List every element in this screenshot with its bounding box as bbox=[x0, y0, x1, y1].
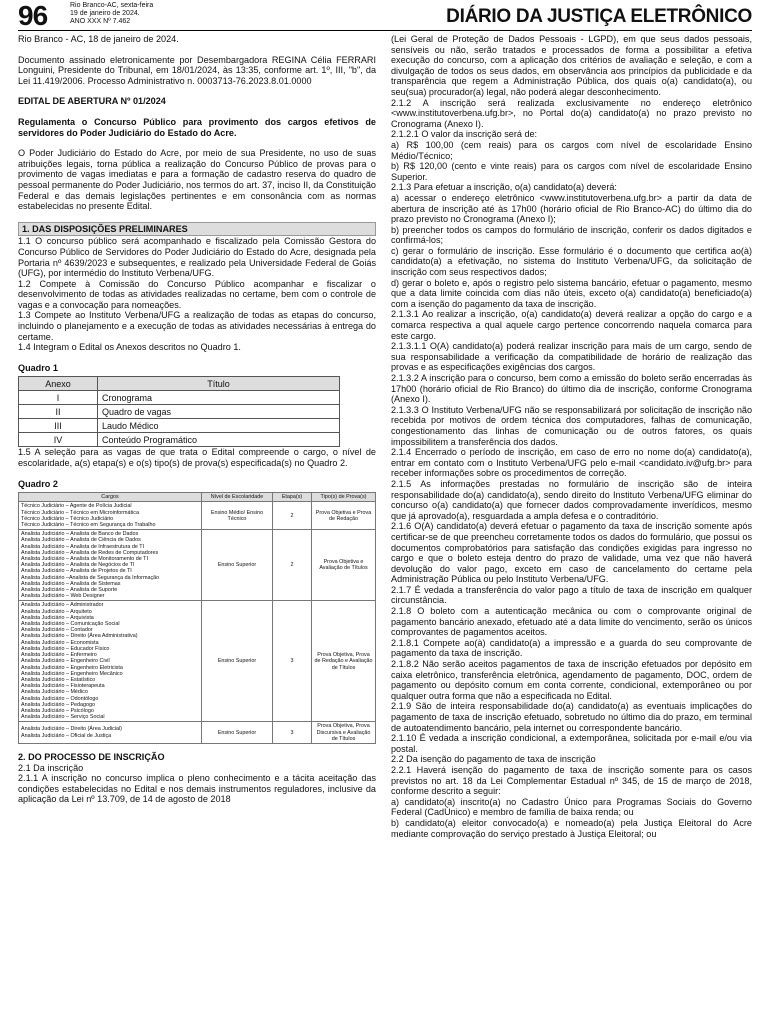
cargo-item: Analista Judiciário – Estatístico bbox=[21, 676, 96, 683]
tipos-cell: Prova Objetiva, Prova Discursiva e Avaliação de Títulos bbox=[312, 722, 376, 744]
issue-meta bbox=[70, 2, 153, 26]
cargo-item: Analista Judiciário – Médico bbox=[21, 689, 88, 696]
cargo-item: Analista Judiciário – Analista de Projetos de TI bbox=[21, 568, 132, 575]
paragraph: 1.3 Compete ao Instituto Verbena/UFG a realização de todas as etapas do concurso, incluindo o planejamento e a execução de todas as atividades necessárias à entrega do certame. bbox=[18, 310, 376, 342]
cargo-item: Analista Judiciário – Analista de Banco de Dados bbox=[21, 531, 139, 538]
paragraph: a) R$ 100,00 (cem reais) para os cargos com nível de escolaridade Ensino Médio/Técnico; bbox=[391, 139, 752, 161]
cargo-item: Analista Judiciário – Enfermeiro bbox=[21, 652, 97, 659]
paragraph: 2.2.1 Haverá isenção do pagamento de taxa de inscrição somente para os casos previstos no art. 18 da Lei Complementar Estadual nº 345, de 15 de março de 2018, conforme descrito a seguir: bbox=[391, 764, 752, 797]
paragraph: 2.1.8 O boleto com a autenticação mecânica ou com o comprovante original de pagamento bancário anexado, efetuado até a data limite do vencimento, serão os únicos comprovantes de pagamentos aceitos. bbox=[391, 606, 752, 638]
paragraph: 1.1 O concurso público será acompanhado e fiscalizado pela Comissão Gestora do Concurso Público de Servidores do Poder Judiciário do Estado do Acre, designada pela Portaria nº 4639/2023 e subsequentes, e realizado pela Universidade Federal de Goiás (UFG), por intermédio do Instituto Verbena/UFG. bbox=[18, 236, 376, 279]
paragraph: a) candidato(a) inscrito(a) no Cadastro Único para Programas Sociais do Governo Federal (CadÚnico) e membro de família de baixa renda; ou bbox=[391, 796, 752, 818]
cargo-item: Analista Judiciário – Economista bbox=[21, 639, 99, 646]
paragraph: 1.4 Integram o Edital os Anexos descritos no Quadro 1. bbox=[18, 342, 241, 353]
cargo-item: Analista Judiciário – Direito (Área Judicial) bbox=[21, 726, 122, 733]
paragraph: 1.2 Compete à Comissão do Concurso Público acompanhar e fiscalizar o desenvolvimento de todas as atividades realizadas no certame, bem com o controle de vagas e a convocação para nomeações. bbox=[18, 278, 376, 310]
cargos-cell bbox=[19, 530, 202, 601]
cargo-item: Técnico Judiciário – Agente de Polícia Judicial bbox=[21, 503, 132, 510]
paragraph: c) gerar o formulário de inscrição. Esse formulário é o documento que certifica ao(à) candidato(a) a efetivação, no sistema do Instituto Verbena/UFG, da solicitação de inscrição com seus respectivos dados; bbox=[391, 245, 752, 278]
paragraph: 2.1.3.3 O Instituto Verbena/UFG não se responsabilizará por solicitação de inscrição não recebida por motivos de ordem técnica dos computadores, falhas de comunicação, congestionamento das linhas de comunicação ou de outros fatores, os quais impossibilitem a transferência dos dados. bbox=[391, 404, 752, 447]
cargos-cell bbox=[19, 722, 202, 744]
table-cell: Conteúdo Programático bbox=[98, 433, 340, 447]
table-row bbox=[19, 433, 340, 447]
paragraph: b) preencher todos os campos do formulário de inscrição, conferir os dados digitados e confirmá-los; bbox=[391, 224, 752, 246]
regulation-title: Regulamenta o Concurso Público para provimento dos cargos efetivos de servidores do Poder Judiciário do Estado do Acre. bbox=[18, 116, 376, 138]
cargo-item: Analista Judiciário – Analista de Sistemas bbox=[21, 580, 121, 587]
paragraph: 2.1.2 A inscrição será realizada exclusivamente no endereço eletrônico <www.institutoverbena.ufg.br>, no Portal do(a) candidato(a) no prazo previsto no Cronograma (Anexo I). bbox=[391, 97, 752, 129]
table-caption: Quadro 1 bbox=[18, 362, 58, 373]
cargo-item: Analista Judiciário – Analista de Infraestrutura de TI bbox=[21, 543, 145, 550]
etapas-cell: 3 bbox=[273, 722, 312, 744]
cargo-item: Técnico Judiciário – Técnico em Microinformática bbox=[21, 509, 139, 516]
date-line: Rio Branco - AC, 18 de janeiro de 2024. bbox=[18, 34, 179, 44]
paragraph: 2.1.2.1 O valor da inscrição será de: bbox=[391, 129, 538, 140]
paragraph: 2.1.7 É vedada a transferência do valor pago a título de taxa de inscrição em qualquer circunstância. bbox=[391, 584, 752, 606]
cargo-item: Analista Judiciário – Analista de Monitoramento de TI bbox=[21, 556, 148, 563]
table-cell: II bbox=[19, 405, 98, 419]
cargo-item: Analista Judiciário – Arquiteto bbox=[21, 608, 92, 615]
nivel-cell: Ensino Superior bbox=[202, 601, 273, 722]
paragraph: 2.1.3.2 A inscrição para o concurso, bem como a emissão do boleto serão encerradas às 17h00 (horário oficial de Rio Branco) do último dia de inscrição, conforme Cronograma (Anexo I). bbox=[391, 373, 752, 405]
table-row bbox=[19, 391, 340, 405]
column-header: Título bbox=[98, 377, 340, 391]
cargos-cell bbox=[19, 502, 202, 530]
cargo-item: Analista Judiciário – Web Designer bbox=[21, 593, 105, 600]
table-row bbox=[19, 530, 376, 601]
nivel-cell: Ensino Superior bbox=[202, 530, 273, 601]
column-header: Nível de Escolaridade bbox=[202, 493, 273, 502]
paragraph: 2.1.6 O(A) candidato(a) deverá efetuar o pagamento da taxa de inscrição somente após certificar-se de que preencheu corretamente todos os dados do formulário, que possui os documentos comprobatórios para satisfação das condições exigidas para ingresso no cargo e que o boleto esteja dentro do prazo de validade, uma vez que não haverá devolução do valor pago, exceto em caso de cancelamento do certame pela Administração Pública ou pelo Instituto Verbena/UFG. bbox=[391, 521, 752, 585]
cargo-item: Analista Judiciário – Oficial de Justiça bbox=[21, 732, 112, 739]
paragraph: 2.1.8.2 Não serão aceitos pagamentos de taxa de inscrição efetuados por depósito em caixa eletrônico, transferência eletrônica, agendamento de pagamento, DOC, ordem de pagamento ou depósito comum em conta corrente, condicional, extemporâneo ou por qualquer outra forma que não a especificada no Edital. bbox=[391, 659, 752, 701]
cargos-cell bbox=[19, 601, 202, 722]
nivel-cell: Ensino Superior bbox=[202, 722, 273, 744]
table-row bbox=[19, 502, 376, 530]
page-number: 96 bbox=[18, 0, 48, 31]
tipos-cell: Prova Objetiva e Avaliação de Títulos bbox=[312, 530, 376, 601]
cargo-item: Analista Judiciário – Contador bbox=[21, 627, 93, 634]
nivel-cell: Ensino Médio/ Ensino Técnico bbox=[202, 502, 273, 530]
cargo-item: Analista Judiciário – Psicólogo bbox=[21, 707, 94, 714]
intro-paragraph: O Poder Judiciário do Estado do Acre, por meio de sua Presidente, no uso de suas atribuições legais, torna pública a realização do Concurso Público de provas para o provimento de vagas imediatas e para a formação de cadastro reserva do quadro de pessoal permanente do Poder Judiciário, nos termos do art. 37, inciso II, da Constituição Federal e das demais legislações pertinentes e em consonância com as normas estabelecidas no presente Edital. bbox=[18, 148, 376, 212]
paragraph: 2.1.1 A inscrição no concurso implica o pleno conhecimento e a tácita aceitação das condições estabelecidas no Edital e nos demais instrumentos reguladores, inclusive da aplicação da Lei nº 13.709, de 14 de agosto de 2018 bbox=[18, 773, 376, 805]
signature-paragraph: Documento assinado eletronicamente por Desembargadora REGINA Célia FERRARI Longuini, Presidente do Tribunal, em 18/01/2024, às 13:35, conforme art. 1º, III, "b", da Lei 11.419/2006. Processo Administrativo n. 0003713-76.2023.8.01.0000 bbox=[18, 54, 376, 86]
paragraph: d) gerar o boleto e, após o registro pelo sistema bancário, efetuar o pagamento, mesmo que a data limite coincida com dias não úteis, exceto o(a) candidato(a) beneficiado(a) com a isenção do pagamento da taxa de inscrição. bbox=[391, 277, 752, 309]
table-row bbox=[19, 419, 340, 433]
paragraph: 2.1.9 São de inteira responsabilidade do(a) candidato(a) as eventuais implicações do pagamento de taxa de inscrição efetuado, sobretudo no último dia do prazo, em terminal de autoatendimento bancário, pela internet ou correspondente bancário. bbox=[391, 701, 752, 733]
paragraph: 2.1.3 Para efetuar a inscrição, o(a) candidato(a) deverá: bbox=[391, 182, 617, 193]
paragraph: (Lei Geral de Proteção de Dados Pessoais - LGPD), em que seus dados pessoais, sensíveis ou não, serão tratados e processados de forma a possibilitar a efetiva execução do concurso, com a aplicação dos critérios de avaliação e seleção, e com a divulgação de todos os seus dados, em observância aos princípios da publicidade e da transparência que regem a Administração Pública, dos quais o(a) candidato(a), ou seu(sua) procurador(a) legal, não poderá alegar desconhecimento. bbox=[391, 34, 752, 97]
etapas-cell: 2 bbox=[273, 502, 312, 530]
meta-line: ANO XXX Nº 7.462 bbox=[70, 18, 131, 25]
paragraph: b) candidato(a) eleitor convocado(a) e nomeado(a) pela Justiça Eleitoral do Acre mediante comprovação do serviço prestado à Justiça Eleitoral; ou bbox=[391, 817, 752, 839]
tipos-cell: Prova Objetiva e Prova de Redação bbox=[312, 502, 376, 530]
page-header bbox=[0, 0, 770, 32]
cargo-item: Analista Judiciário – Odontólogo bbox=[21, 695, 99, 702]
quadro1-table bbox=[18, 376, 340, 447]
left-column bbox=[18, 34, 376, 805]
cargo-item: Analista Judiciário – Serviço Social bbox=[21, 714, 105, 721]
cargo-item: Analista Judiciário – Engenheiro Eletricista bbox=[21, 664, 123, 671]
journal-title: DIÁRIO DA JUSTIÇA ELETRÔNICO bbox=[446, 6, 752, 27]
meta-line: 19 de janeiro de 2024. bbox=[70, 10, 140, 17]
section-heading: 1. DAS DISPOSIÇÕES PRELIMINARES bbox=[18, 222, 376, 237]
paragraph: 2.2 Da isenção do pagamento de taxa de inscrição bbox=[391, 754, 596, 765]
cargo-item: Analista Judiciário –Analista de Segurança da Informação bbox=[21, 574, 160, 581]
cargo-item: Analista Judiciário – Direito (Área Administrativa) bbox=[21, 633, 138, 640]
cargo-item: Analista Judiciário – Analista de Suporte bbox=[21, 587, 118, 594]
cargo-item: Analista Judiciário – Administrador bbox=[21, 602, 104, 609]
cargo-item: Analista Judiciário – Engenheiro Civil bbox=[21, 658, 110, 665]
cargo-item: Analista Judiciário – Pedagogo bbox=[21, 701, 96, 708]
table-cell: Cronograma bbox=[98, 391, 340, 405]
etapas-cell: 2 bbox=[273, 530, 312, 601]
table-row bbox=[19, 722, 376, 744]
paragraph: b) R$ 120,00 (cento e vinte reais) para os cargos com nível de escolaridade Ensino Superior. bbox=[391, 161, 752, 182]
cargo-item: Analista Judiciário – Analista de Negócios de TI bbox=[21, 562, 135, 569]
section-heading: 2. DO PROCESSO DE INSCRIÇÃO bbox=[18, 751, 165, 762]
cargo-item: Analista Judiciário – Fisioterapeuta bbox=[21, 683, 105, 690]
cargo-item: Analista Judiciário – Analista de Ciência de Dados bbox=[21, 537, 141, 544]
column-header: Anexo bbox=[19, 377, 98, 391]
cargo-item: Técnico Judiciário – Técnico em Segurança do Trabalho bbox=[21, 522, 156, 529]
column-header: Cargos bbox=[19, 493, 202, 502]
table-cell: I bbox=[19, 391, 98, 405]
paragraph: 2.1.5 As informações prestadas no formulário de inscrição são de inteira responsabilidade do(a) candidato(a), sendo direito do Instituto Verbena/UFG eliminar do concurso o(a) candidato(a) que fornecer dados comprovadamente inverídicos, mesmo que já aprovado(a), resguardada a ampla defesa e o contraditório. bbox=[391, 478, 752, 521]
column-header: Tipo(s) de Prova(s) bbox=[312, 493, 376, 502]
cargo-item: Analista Judiciário – Analista de Redes de Computadores bbox=[21, 549, 159, 556]
edital-title: EDITAL DE ABERTURA Nº 01/2024 bbox=[18, 96, 166, 107]
paragraph: 2.1.3.1.1 O(A) candidato(a) poderá realizar inscrição para mais de um cargo, sendo de sua responsabilidade a verificação da compatibilidade de horário de realização das provas e as especificações exigências dos cargos. bbox=[391, 341, 752, 373]
table-caption: Quadro 2 bbox=[18, 478, 58, 489]
quadro2-table bbox=[18, 492, 376, 744]
etapas-cell: 3 bbox=[273, 601, 312, 722]
cargo-item: Analista Judiciário – Educador Físico bbox=[21, 645, 110, 652]
cargo-item: Analista Judiciário – Engenheiro Mecânico bbox=[21, 670, 123, 677]
meta-line: Rio Branco-AC, sexta-feira bbox=[70, 2, 154, 9]
paragraph: 2.1.10 É vedada a inscrição condicional, a extemporânea, solicitada por e-mail e/ou via postal. bbox=[391, 733, 752, 754]
table-row bbox=[19, 405, 340, 419]
cargo-item: Analista Judiciário – Comunicação Social bbox=[21, 621, 120, 628]
paragraph: 2.1.4 Encerrado o período de inscrição, em caso de erro no nome do(a) candidato(a), entrar em contato com o Instituto Verbena/UFG pelo e-mail <candidato.iv@ufg.br> para receber informações sobre os procedimentos de correção. bbox=[391, 447, 752, 479]
table-row bbox=[19, 601, 376, 722]
header-rule bbox=[18, 30, 752, 31]
paragraph: 2.1.3.1 Ao realizar a inscrição, o(a) candidato(a) deverá realizar a opção do cargo e a comarca respectiva a qual aquele cargo pertence concorrendo naquela comarca para este cargo. bbox=[391, 309, 752, 341]
table-cell: Quadro de vagas bbox=[98, 405, 340, 419]
column-header: Etapa(s) bbox=[273, 493, 312, 502]
paragraph: 2.1 Da inscrição bbox=[18, 762, 84, 773]
paragraph: 2.1.8.1 Compete ao(à) candidato(a) a impressão e a guarda do seu comprovante de pagamento da taxa de inscrição. bbox=[391, 637, 752, 659]
table-cell: IV bbox=[19, 433, 98, 447]
cargo-item: Técnico Judiciário – Técnico Judiciário bbox=[21, 515, 114, 522]
paragraph: 1.5 A seleção para as vagas de que trata o Edital compreende o cargo, o nível de escolaridade, a(s) etapa(s) e o(s) tipo(s) de prova(s) especificada(s) no Quadro 2. bbox=[18, 447, 376, 469]
cargo-item: Analista Judiciário – Arquivista bbox=[21, 614, 94, 621]
tipos-cell: Prova Objetiva, Prova de Redação e Avaliação de Títulos bbox=[312, 601, 376, 722]
right-column bbox=[391, 34, 752, 839]
table-cell: Laudo Médico bbox=[98, 419, 340, 433]
paragraph: a) acessar o endereço eletrônico <www.institutoverbena.ufg.br> a partir da data de abertura de inscrição até às 17h00 (horário oficial de Rio Branco-AC) do último dia do prazo previsto no Cronograma (Anexo I); bbox=[391, 192, 752, 225]
table-cell: III bbox=[19, 419, 98, 433]
